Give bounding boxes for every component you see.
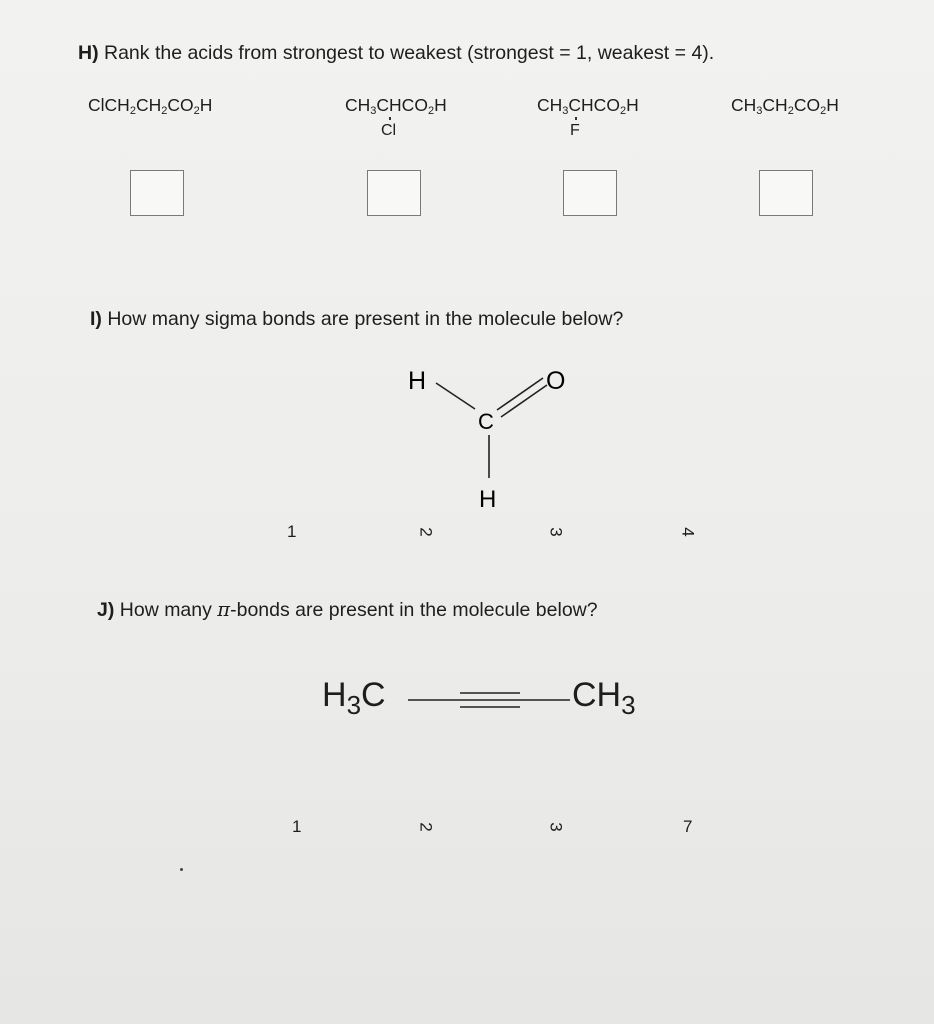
acid-3-formula: $CH_3CHCO_2H$ (537, 95, 639, 117)
right-methyl-group: $CH_3$ (572, 676, 636, 720)
acid-2-substituent: Cl (381, 122, 397, 139)
question-h-text: Rank the acids from strongest to weakest (strongest = 1, weakest = 4). (104, 42, 715, 64)
pi-symbol: π (217, 598, 231, 621)
question-j-text-after: -bonds are present in the molecule below? (230, 599, 598, 621)
question-h-letter: H) (78, 42, 99, 64)
question-i-choice-1[interactable]: 1 (287, 522, 297, 541)
question-j-title (97, 598, 598, 622)
left-methyl-group: $H_3C$ (322, 676, 386, 720)
question-i-text: How many sigma bonds are present in the molecule below? (107, 308, 624, 330)
acid-2-formula: $CH_3CHCO_2H$ (345, 95, 447, 117)
question-j-choice-2[interactable]: 2 (416, 822, 436, 832)
question-i-letter: I) (90, 308, 102, 330)
atom-o: O (546, 367, 566, 395)
question-i-choice-4[interactable]: 4 (678, 527, 698, 537)
stray-mark (180, 868, 183, 871)
atom-c: C (478, 409, 494, 434)
question-j-text-before: How many (119, 599, 218, 621)
c-o-bond-1 (497, 378, 543, 410)
c-h-top-bond (436, 383, 475, 409)
atom-h-bottom: H (479, 486, 497, 513)
question-j-choice-3[interactable]: 3 (546, 822, 566, 832)
question-j-choice-4[interactable]: 7 (683, 817, 693, 836)
question-j-letter: J) (97, 599, 115, 621)
acid-4-formula: $CH_3CH_2CO_2H$ (731, 95, 839, 117)
acid-3-substituent: F (570, 122, 580, 139)
c-o-bond-2 (501, 385, 547, 417)
acid-1-formula: $ClCH_2CH_2CO_2H$ (88, 95, 213, 117)
atom-h-top: H (408, 367, 427, 395)
question-i-choice-2[interactable]: 2 (416, 527, 436, 537)
question-i-choice-3[interactable]: 3 (546, 527, 566, 537)
question-j-choice-1[interactable]: 1 (292, 817, 302, 836)
